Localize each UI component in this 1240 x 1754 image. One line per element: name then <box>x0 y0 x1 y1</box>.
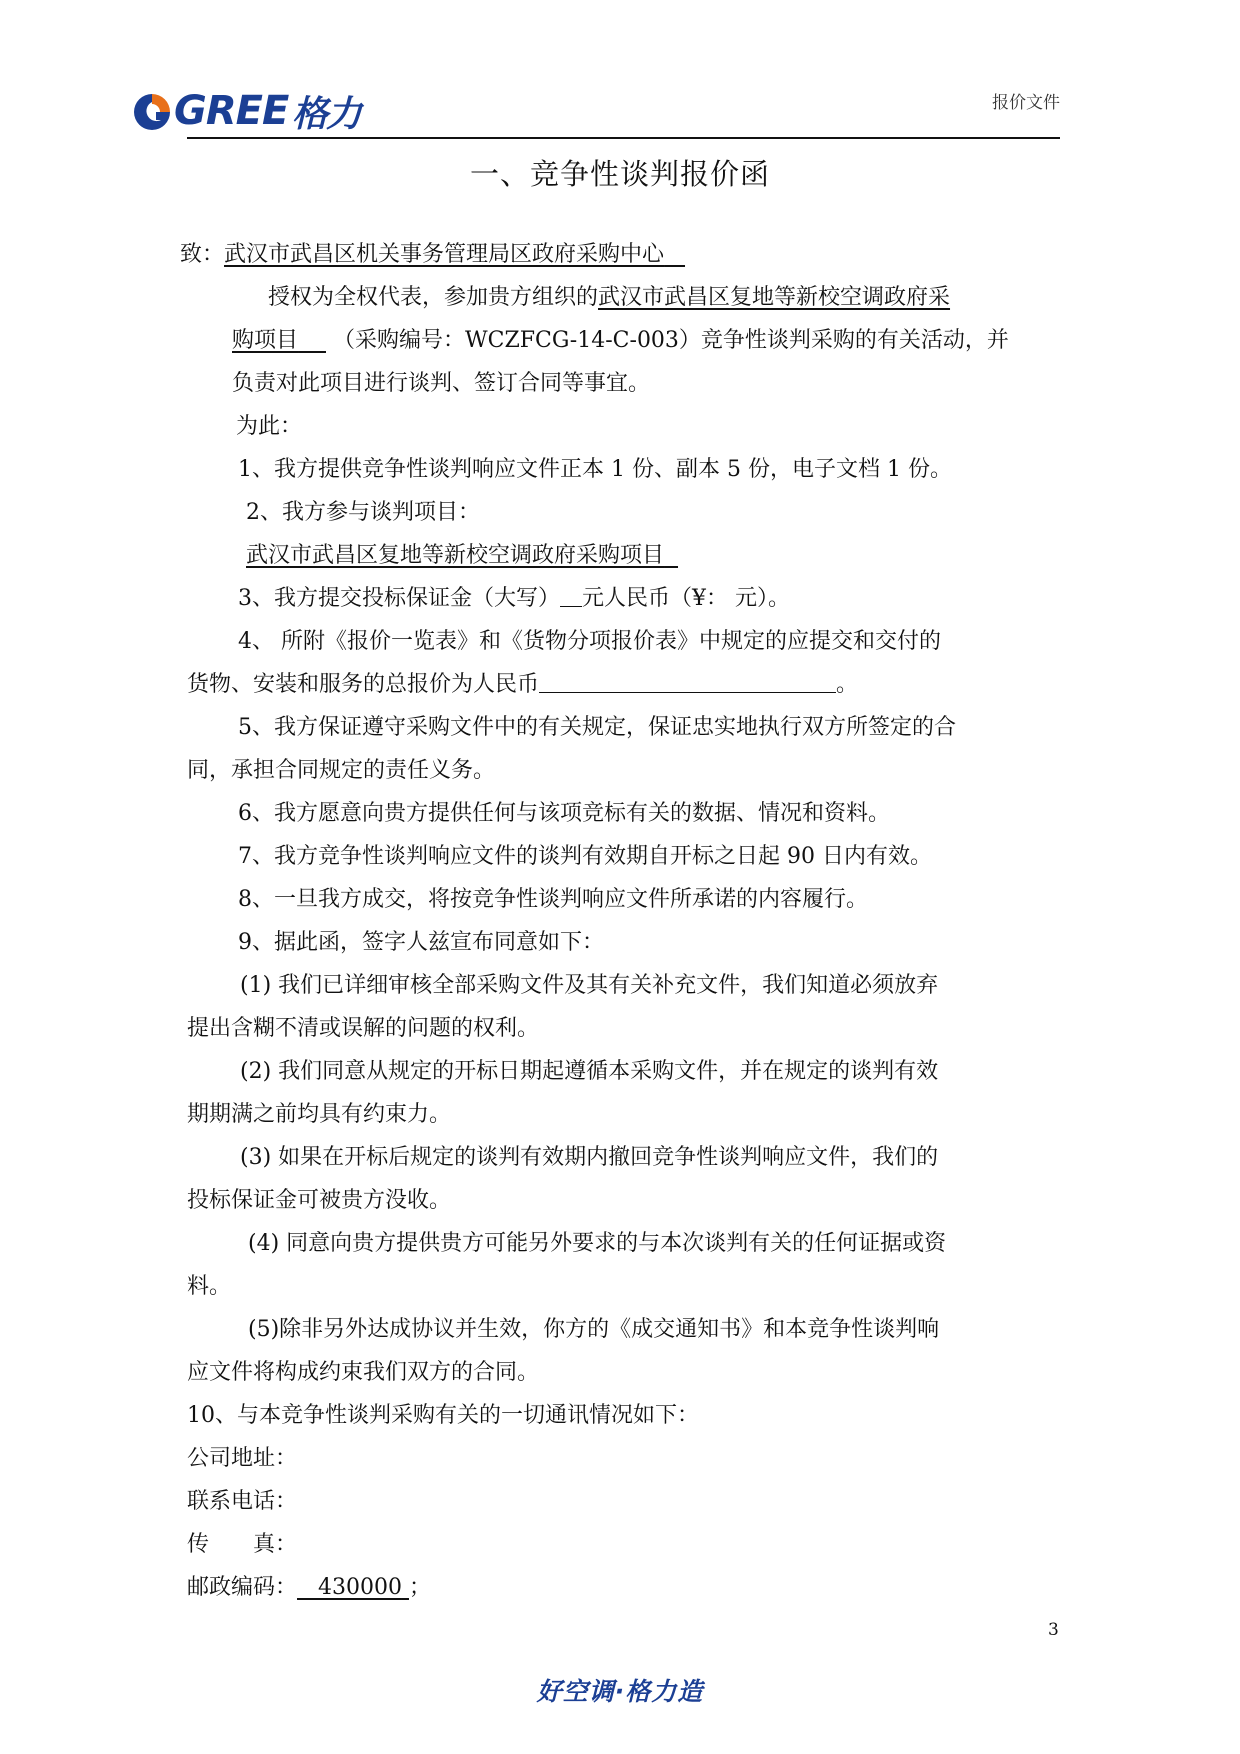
header-divider <box>187 137 1060 139</box>
item-9: 9、据此函，签字人兹宣布同意如下： <box>238 930 604 955</box>
fax-label: 传 真： <box>187 1532 298 1557</box>
clause-3-line-2: 投标保证金可被贵方没收。 <box>187 1188 452 1213</box>
gree-logo-mark-icon <box>130 90 174 134</box>
company-address-label: 公司地址： <box>187 1446 298 1471</box>
page-number: 3 <box>1048 1620 1059 1640</box>
item-10: 10、与本竞争性谈判采购有关的一切通讯情况如下： <box>187 1403 699 1428</box>
item-3: 3、我方提交投标保证金（大写） 元人民币（¥： 元）。 <box>238 586 790 611</box>
clause-5-line-2: 应文件将构成约束我们双方的合同。 <box>187 1360 540 1385</box>
total-price-blank <box>539 670 836 693</box>
wei-ci-label: 为此： <box>236 414 303 439</box>
item-5-line-2: 同，承担合同规定的责任义务。 <box>187 758 496 783</box>
clause-3-line-1: (3) 如果在开标后规定的谈判有效期内撤回竞争性谈判响应文件，我们的 <box>240 1145 939 1170</box>
item-4-line-2: 货物、安装和服务的总报价为人民币 。 <box>187 672 859 697</box>
clause-2-line-2: 期期满之前均具有约束力。 <box>187 1102 452 1127</box>
paragraph-authorization-line-2: 购项目 （采购编号：WCZFCG-14-C-003）竞争性谈判采购的有关活动，并 <box>232 328 1009 353</box>
logo-wordmark: GREE <box>174 88 289 134</box>
clause-2-line-1: (2) 我们同意从规定的开标日期起遵循本采购文件，并在规定的谈判有效 <box>240 1059 939 1084</box>
page-title: 一、竞争性谈判报价函 <box>469 157 770 191</box>
footer-slogan: 好空调·格力造 <box>536 1677 704 1706</box>
paragraph-authorization-line-1: 授权为全权代表，参加贵方组织的武汉市武昌区复地等新校空调政府采 <box>268 285 951 310</box>
gree-logo <box>130 84 360 140</box>
item-8: 8、一旦我方成交，将按竞争性谈判响应文件所承诺的内容履行。 <box>238 887 868 912</box>
phone-label: 联系电话： <box>187 1489 298 1514</box>
item-2-project <box>246 541 678 571</box>
postcode-label: 邮政编码： <box>187 1575 298 1600</box>
addressee-prefix: 致： <box>180 242 225 267</box>
logo-chinese-wordmark: 格力 <box>292 94 361 135</box>
item-4-line-1: 4、 所附《报价一览表》和《货物分项报价表》中规定的应提交和交付的 <box>238 629 941 654</box>
item-7: 7、我方竞争性谈判响应文件的谈判有效期自开标之日起 90 日内有效。 <box>238 844 932 869</box>
item-2-project-name: 武汉市武昌区复地等新校空调政府采购项目 <box>246 543 665 568</box>
clause-4-line-1: (4) 同意向贵方提供贵方可能另外要求的与本次谈判有关的任何证据或资 <box>248 1231 947 1256</box>
document-type-label: 报价文件 <box>992 93 1060 113</box>
clause-1-line-1: (1) 我们已详细审核全部采购文件及其有关补充文件，我们知道必须放弃 <box>240 973 939 998</box>
paragraph-authorization-line-3: 负责对此项目进行谈判、签订合同等事宜。 <box>232 371 651 396</box>
item-1: 1、我方提供竞争性谈判响应文件正本 1 份、副本 5 份，电子文档 1 份。 <box>238 457 952 482</box>
addressee-name: 武汉市武昌区机关事务管理局区政府采购中心 <box>224 242 665 267</box>
item-5-line-1: 5、我方保证遵守采购文件中的有关规定，保证忠实地执行双方所签定的合 <box>238 715 956 740</box>
addressee-line <box>180 240 685 270</box>
postcode-value: 430000 <box>318 1575 402 1600</box>
deposit-amount-blank <box>560 584 582 607</box>
project-name: 武汉市武昌区复地等新校空调政府采 <box>598 285 951 310</box>
clause-5-line-1: (5)除非另外达成协议并生效，你方的《成交通知书》和本竞争性谈判响 <box>248 1317 940 1342</box>
clause-1-line-2: 提出含糊不清或误解的问题的权利。 <box>187 1016 540 1041</box>
item-6: 6、我方愿意向贵方提供任何与该项竞标有关的数据、情况和资料。 <box>238 801 890 826</box>
postcode-line: 邮政编码： 430000 ； <box>187 1575 431 1600</box>
clause-4-line-2: 料。 <box>187 1274 232 1299</box>
project-name-continued: 购项目 <box>232 328 299 353</box>
item-2: 2、我方参与谈判项目： <box>246 500 480 525</box>
